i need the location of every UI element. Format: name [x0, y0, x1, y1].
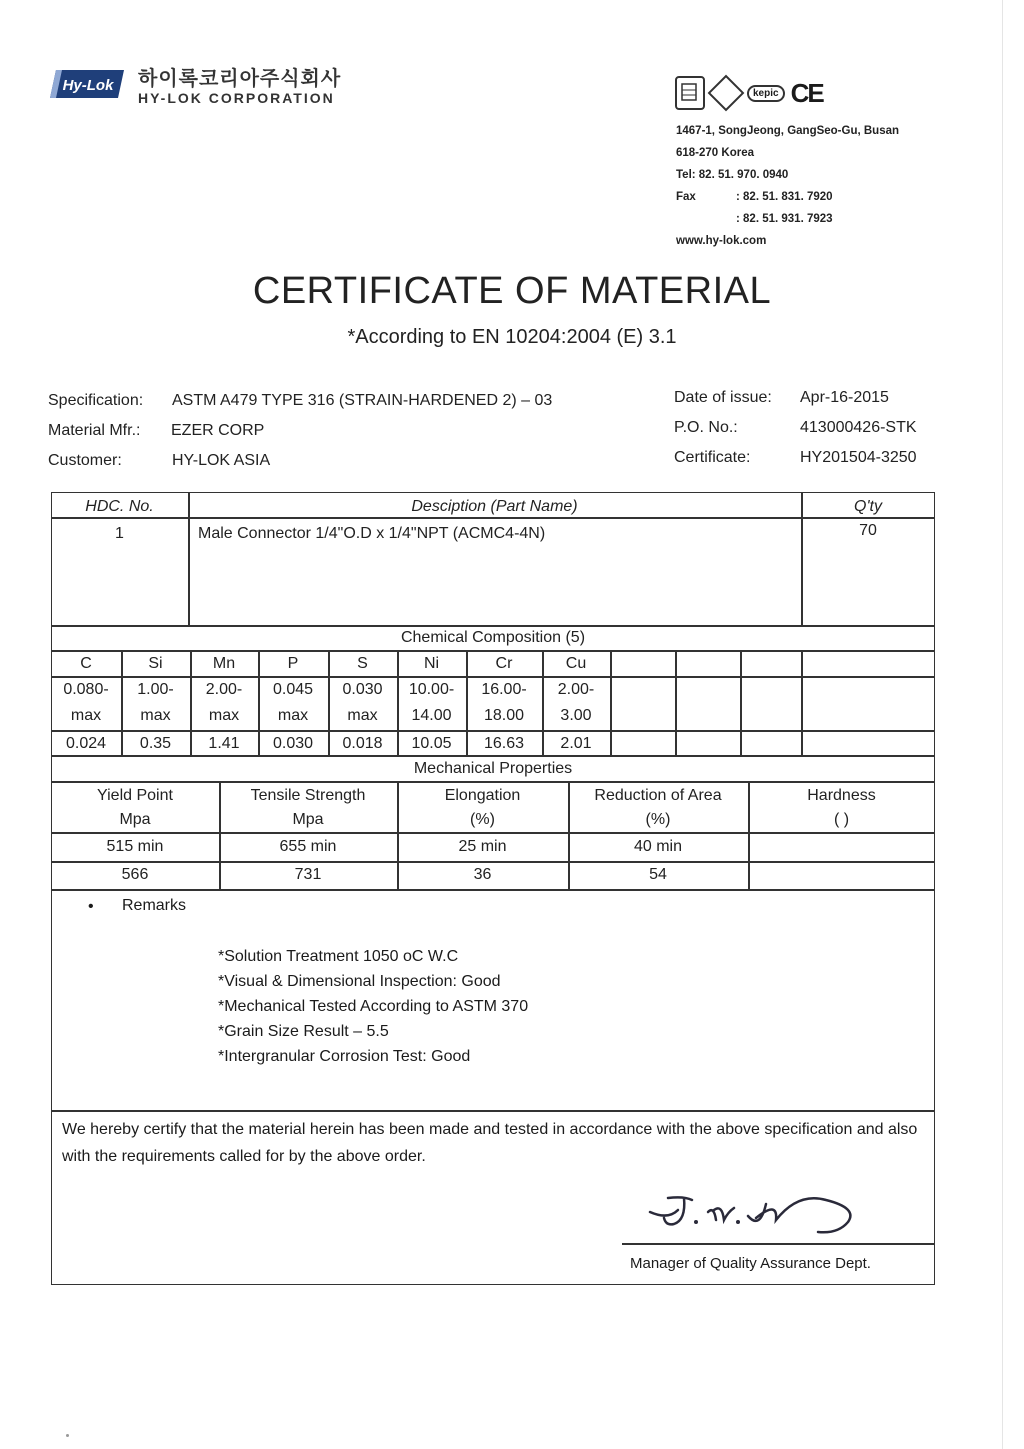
logo-badge-text: Hy-Lok — [62, 77, 114, 94]
chem-spec-min: 0.030 — [342, 681, 383, 698]
chem-result: 2.01 — [560, 735, 592, 752]
telephone: Tel: 82. 51. 970. 0940 — [676, 169, 789, 181]
po-label: P.O. No.: — [674, 419, 738, 436]
chem-spec-min: 10.00- — [408, 681, 455, 698]
chem-spec-min: 0.045 — [272, 681, 314, 698]
mechanical-properties-title: Mechanical Properties — [413, 760, 573, 777]
chem-spec-max: 3.00 — [560, 707, 592, 724]
chem-spec-max: 18.00 — [483, 707, 525, 724]
quantity-value: 70 — [859, 522, 877, 539]
specification-value: ASTM A479 TYPE 316 (STRAIN-HARDENED 2) – 03 — [172, 392, 553, 409]
page-edge — [1002, 0, 1003, 1449]
fax-label: Fax — [676, 191, 696, 203]
remark-item: *Visual & Dimensional Inspection: Good — [218, 973, 501, 990]
chem-element: S — [357, 655, 368, 672]
chem-result: 10.05 — [411, 735, 452, 752]
mech-requirement: 655 min — [279, 838, 337, 855]
company-name-korean: 하이록코리아주식회사 — [138, 68, 342, 90]
mech-header: Hardness — [807, 787, 876, 804]
mech-header-unit: (%) — [470, 811, 495, 828]
mech-header-unit: Mpa — [119, 811, 151, 828]
mech-requirement: 515 min — [106, 838, 164, 855]
diamond-mark-icon — [711, 78, 741, 108]
kepic-mark: kepic — [747, 85, 785, 102]
specification-label: Specification: — [48, 392, 144, 409]
chem-spec-min: 16.00- — [481, 681, 527, 698]
chemical-composition-title: Chemical Composition (5) — [400, 629, 586, 646]
fax-2: : 82. 51. 931. 7923 — [736, 213, 833, 225]
customer-value: HY-LOK ASIA — [172, 452, 271, 469]
ce-mark: CE — [790, 77, 823, 108]
customer-label: Customer: — [48, 452, 122, 469]
fax-1: : 82. 51. 831. 7920 — [736, 191, 833, 203]
description-header: Desciption (Part Name) — [411, 498, 578, 515]
mech-header-unit: (%) — [645, 811, 671, 828]
chem-element: Mn — [212, 655, 236, 672]
address-line-1: 1467-1, SongJeong, GangSeo-Gu, Busan — [676, 125, 900, 137]
chem-result: 0.018 — [342, 735, 383, 752]
chem-result: 0.030 — [272, 735, 314, 752]
chem-result: 16.63 — [483, 735, 525, 752]
signature — [648, 1190, 868, 1245]
chem-element: Si — [148, 655, 163, 672]
date-value: Apr-16-2015 — [800, 389, 889, 406]
mech-header: Yield Point — [97, 787, 173, 804]
certification-statement: We hereby certify that the material herein has been made and tested in accordance with the above specification and also with the requirements called for by the above order. — [62, 1121, 918, 1165]
remarks-title: Remarks — [122, 897, 187, 914]
remark-item: *Intergranular Corrosion Test: Good — [218, 1048, 471, 1065]
remark-item: *Grain Size Result – 5.5 — [218, 1023, 389, 1040]
chem-element: Cu — [565, 655, 587, 672]
description-value: Male Connector 1/4"O.D x 1/4"NPT (ACMC4-4N) — [198, 525, 546, 542]
chem-spec-min: 2.00- — [557, 681, 595, 698]
chem-spec-min: 0.080- — [63, 681, 109, 698]
mech-header-unit: ( ) — [833, 811, 850, 828]
chem-spec-max: max — [140, 707, 171, 724]
mech-result: 36 — [473, 866, 492, 883]
mech-header: Reduction of Area — [594, 787, 722, 804]
certificate-label: Certificate: — [674, 449, 751, 466]
mech-result: 731 — [294, 866, 322, 883]
chem-element: P — [287, 655, 299, 672]
website-link[interactable]: www.hy-lok.com — [676, 235, 767, 247]
chem-spec-min: 1.00- — [137, 681, 174, 698]
company-address — [676, 120, 899, 252]
date-label: Date of issue: — [674, 389, 772, 406]
certificate-value: HY201504-3250 — [800, 449, 917, 466]
chem-spec-max: max — [277, 707, 309, 724]
mech-requirement: 40 min — [633, 838, 683, 855]
company-logo-icon — [48, 66, 126, 102]
mech-header: Elongation — [444, 787, 521, 804]
hdc-header: HDC. No. — [85, 498, 154, 515]
chem-spec-max: max — [70, 707, 102, 724]
remark-item: *Mechanical Tested According to ASTM 370 — [218, 998, 529, 1015]
po-value: 413000426-STK — [800, 419, 917, 436]
chem-result: 1.41 — [208, 735, 240, 752]
chem-element: Ni — [423, 655, 440, 672]
remarks-list — [218, 944, 528, 1069]
company-name-english: HY-LOK CORPORATION — [138, 90, 335, 106]
chem-spec-min: 2.00- — [205, 681, 243, 698]
certification-stamp-icon — [675, 76, 705, 110]
mech-requirement: 25 min — [458, 838, 507, 855]
signature-line — [622, 1243, 934, 1245]
quantity-header: Q'ty — [854, 498, 882, 515]
mech-header: Tensile Strength — [250, 787, 366, 804]
manufacturer-value: EZER CORP — [171, 422, 265, 439]
scan-speck — [66, 1434, 69, 1437]
address-line-2: 618-270 Korea — [676, 147, 754, 159]
manufacturer-label: Material Mfr.: — [48, 422, 141, 439]
chem-spec-max: max — [208, 707, 240, 724]
chem-element: C — [80, 655, 92, 672]
remark-item: *Solution Treatment 1050 oC W.C — [218, 948, 459, 965]
mech-header-unit: Mpa — [292, 811, 324, 828]
signatory-title: Manager of Quality Assurance Dept. — [630, 1255, 871, 1272]
chem-result: 0.024 — [65, 735, 107, 752]
order-details-right — [674, 383, 917, 473]
chem-spec-max: max — [347, 707, 378, 724]
order-details-left — [48, 386, 552, 476]
document-title: CERTIFICATE OF MATERIAL — [252, 270, 772, 312]
certification-marks — [675, 75, 823, 111]
chem-result: 0.35 — [139, 735, 172, 752]
remarks-bullet: • — [88, 898, 94, 915]
document-subtitle: *According to EN 10204:2004 (E) 3.1 — [347, 326, 677, 348]
mech-result: 566 — [121, 866, 149, 883]
chem-spec-max: 14.00 — [411, 707, 452, 724]
mech-result: 54 — [649, 866, 667, 883]
chem-element: Cr — [495, 655, 513, 672]
hdc-value: 1 — [115, 525, 124, 542]
